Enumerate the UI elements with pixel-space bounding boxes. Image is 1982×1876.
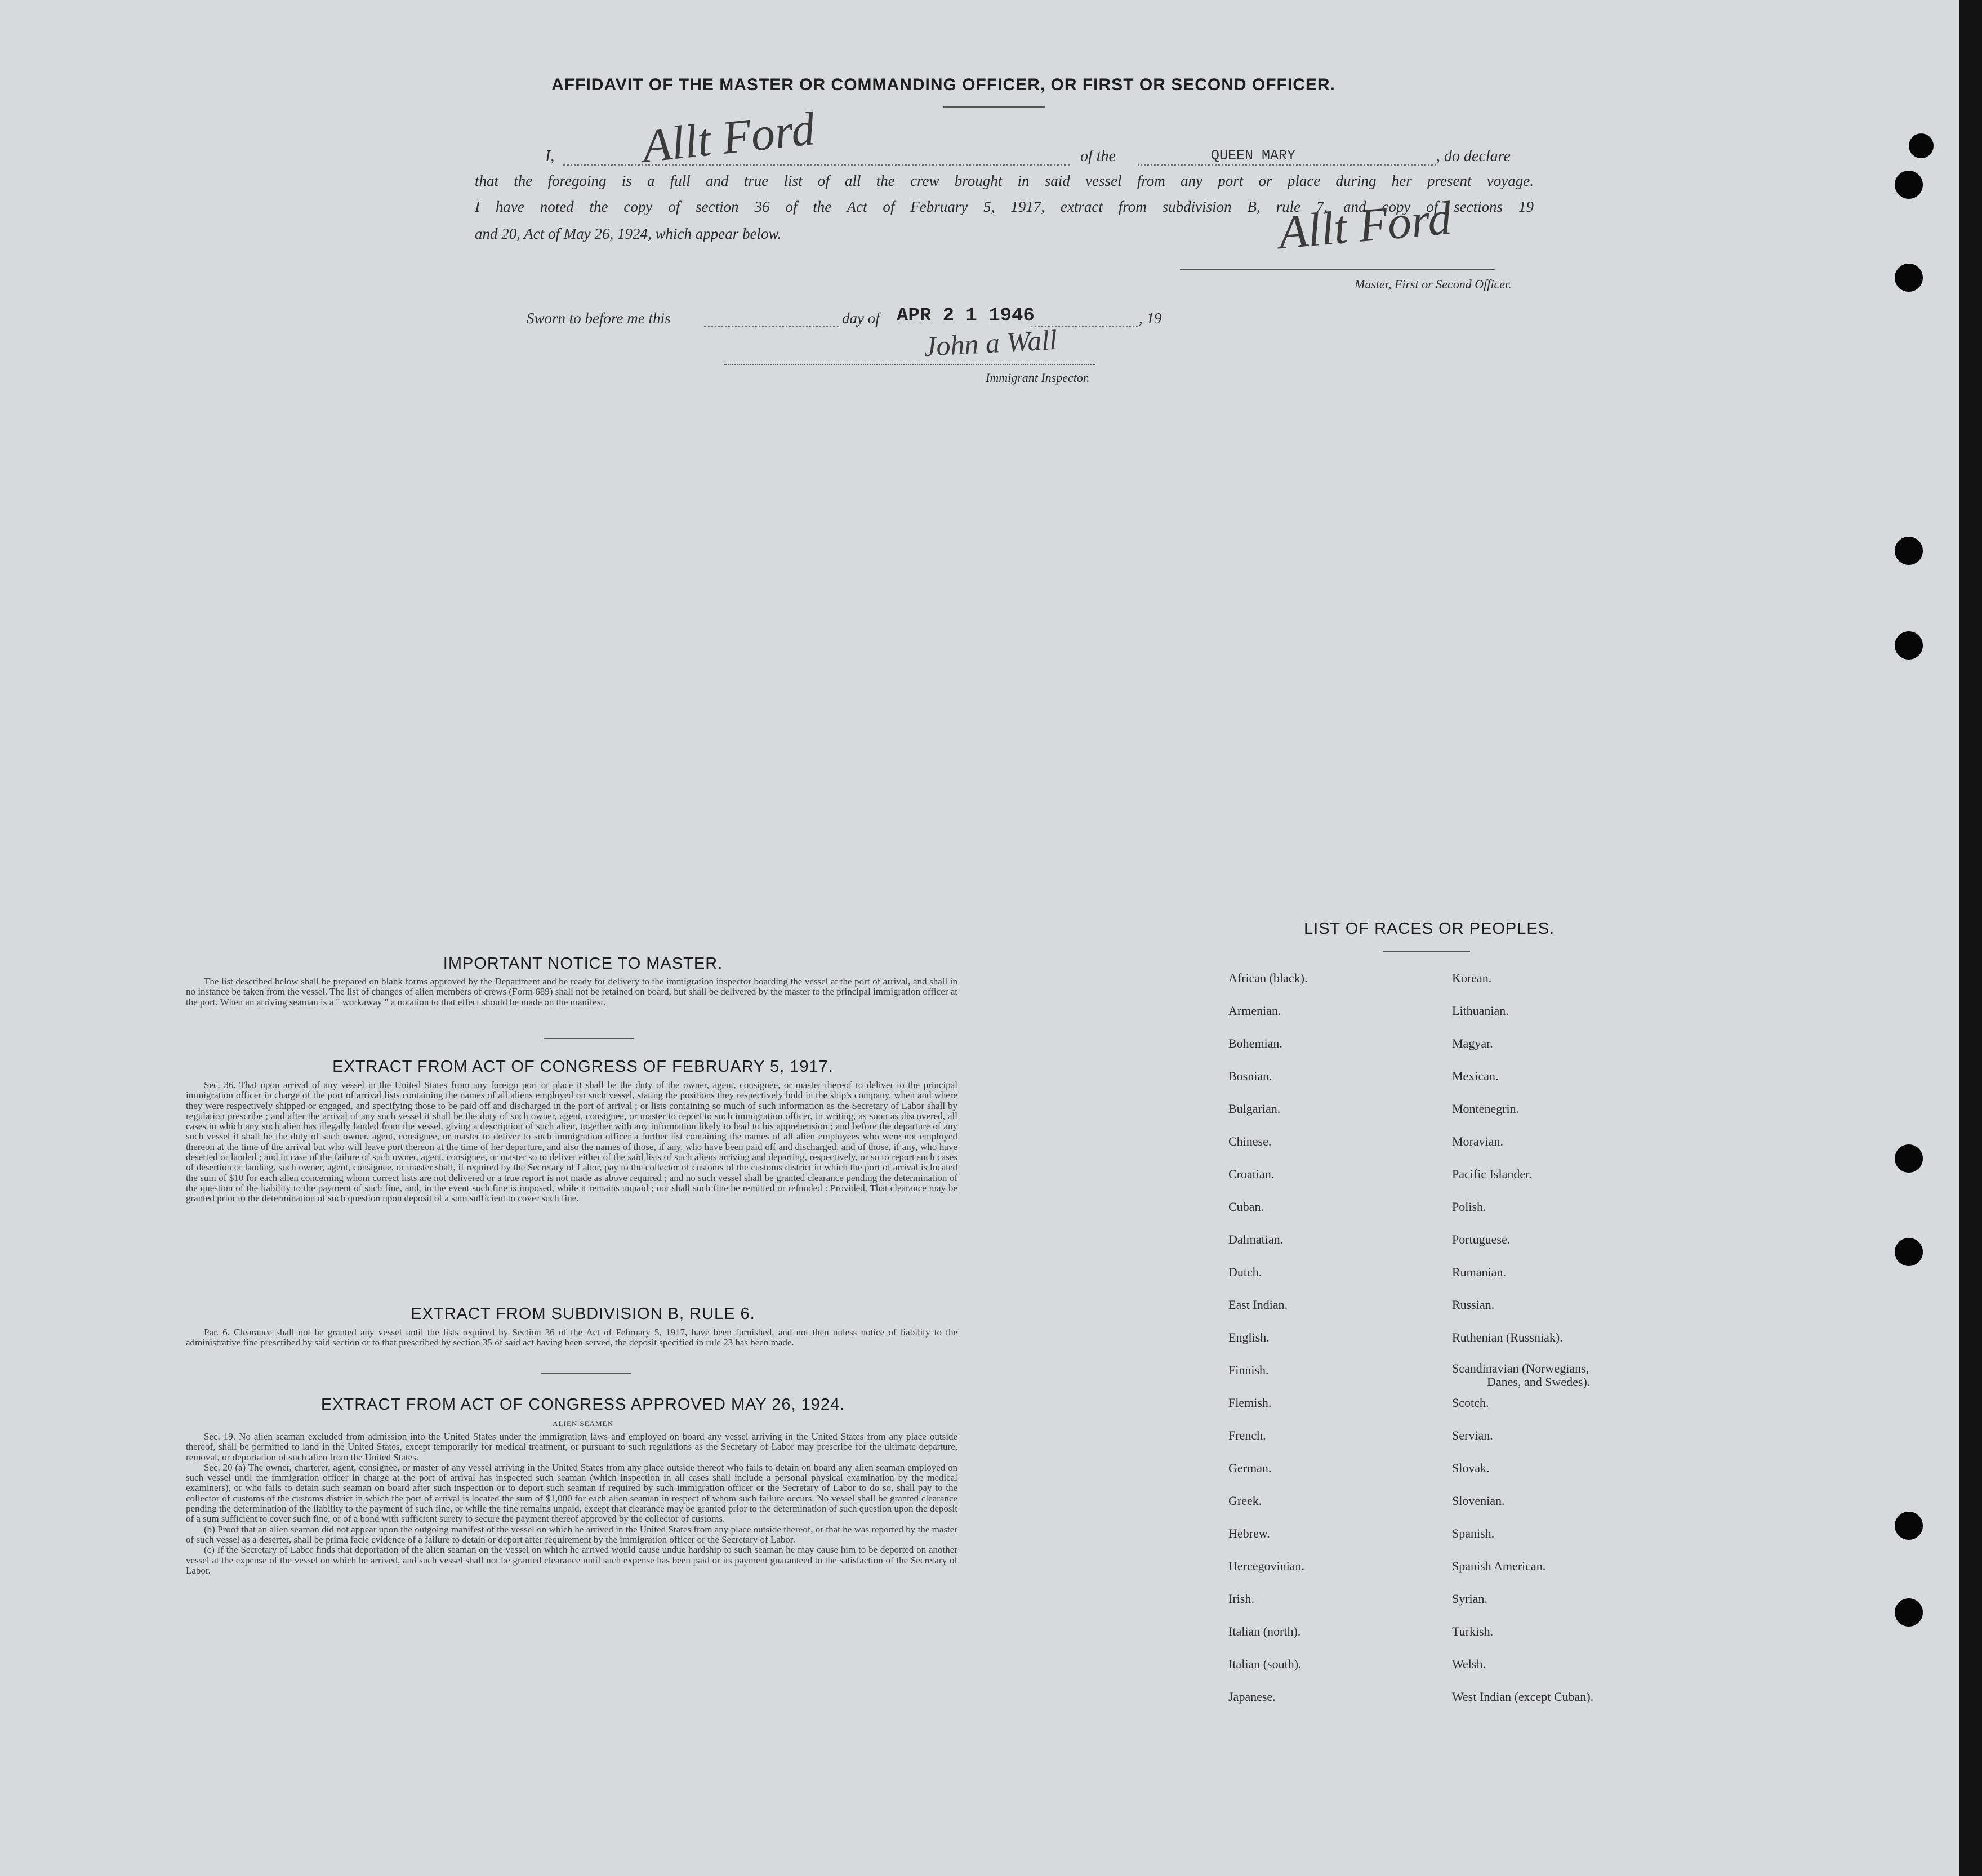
race-item: Scotch. <box>1452 1396 1489 1410</box>
divider <box>544 1038 634 1039</box>
name-fill-line <box>563 164 1070 166</box>
rule6-paragraph: Par. 6. Clearance shall not be granted any vessel until the lists required by Section 36 of the Act of February 5, 1917, have been furnished, and not then unless notice of liability to the administrative fine prescribed by said section or to that prescribed by section 35 of said act having been served, the deposit specified in rule 23 has been made. <box>186 1327 957 1348</box>
race-item: Hercegovinian. <box>1228 1559 1304 1573</box>
race-item: Spanish. <box>1452 1526 1495 1540</box>
race-item: Pacific Islander. <box>1452 1167 1532 1181</box>
race-item: Welsh. <box>1452 1657 1486 1671</box>
date-stamp: APR 2 1 1946 <box>897 305 1035 327</box>
race-item: Syrian. <box>1452 1592 1487 1606</box>
extract-1924-title: EXTRACT FROM ACT OF CONGRESS APPROVED MAY 26, 1924. <box>320 1396 845 1414</box>
divider <box>1383 951 1470 952</box>
affidavit-line1-i: I, <box>545 148 555 165</box>
punch-hole <box>1895 1598 1923 1627</box>
notice-title: IMPORTANT NOTICE TO MASTER. <box>443 955 723 973</box>
affidavit-do-declare: , do declare <box>1436 148 1511 165</box>
race-item: Bulgarian. <box>1228 1102 1281 1116</box>
race-item: Chinese. <box>1228 1134 1272 1148</box>
punch-hole <box>1895 171 1923 199</box>
inspector-caption: Immigrant Inspector. <box>986 371 1090 385</box>
race-item: Bohemian. <box>1228 1036 1282 1050</box>
punch-hole <box>1895 1144 1923 1173</box>
race-item: Lithuanian. <box>1452 1004 1509 1018</box>
affidavit-line2: that the foregoing is a full and true list of all the crew brought in said vessel from any port or place during her present voyage. <box>475 172 1534 189</box>
extract-1924-sec20b: (b) Proof that an alien seaman did not appear upon the outgoing manifest of the vessel on which he arrived in the United States from any place outside thereof, or that he was reported by the master of such vessel as a deserter, shall be prima facie evidence of a failure to detain or deport after requirement by the immigration officer or the Secretary of Labor. <box>186 1523 957 1545</box>
extract-1917-text <box>186 1080 957 1204</box>
race-item-continuation: Danes, and Swedes). <box>1487 1375 1591 1389</box>
race-item: Armenian. <box>1228 1004 1281 1018</box>
notice-text <box>186 977 957 1008</box>
race-item: Dutch. <box>1228 1265 1262 1279</box>
inspector-signature: John a Wall <box>923 323 1058 363</box>
race-item: Magyar. <box>1452 1036 1493 1050</box>
race-item: Croatian. <box>1228 1167 1275 1181</box>
day-of: day of <box>842 310 880 327</box>
race-item: Scandinavian (Norwegians, <box>1452 1361 1589 1375</box>
race-item: Bosnian. <box>1228 1069 1272 1083</box>
master-signature-line <box>1180 269 1495 270</box>
punch-hole <box>1895 1512 1923 1540</box>
race-item: Korean. <box>1452 971 1492 985</box>
race-item: Finnish. <box>1228 1363 1269 1377</box>
vessel-name: QUEEN MARY <box>1211 148 1296 164</box>
punch-hole <box>1895 631 1923 660</box>
sworn-prefix: Sworn to before me this <box>527 310 671 327</box>
extract-1917-title: EXTRACT FROM ACT OF CONGRESS OF FEBRUARY 5, 1917. <box>332 1058 834 1076</box>
race-item: Polish. <box>1452 1200 1486 1214</box>
extract-1924-sec19: Sec. 19. No alien seaman excluded from admission into the United States under the immigration laws and employed on board any vessel arriving in the United States from any place outside thereof, shall be permitted to land in the United States, except temporarily for medical treatment, or pursuant to such regulations as the Secretary of Labor may prescribe for the ultimate departure, removal, or deportation of such alien from the United States. <box>186 1431 957 1463</box>
divider <box>943 106 1045 108</box>
extract-1924-subtitle: ALIEN SEAMEN <box>553 1419 613 1428</box>
race-item: German. <box>1228 1461 1272 1475</box>
affidavit-line4: and 20, Act of May 26, 1924, which appear below. <box>475 225 782 242</box>
sworn-day-line <box>704 326 839 327</box>
race-item: Russian. <box>1452 1298 1495 1312</box>
race-item: African (black). <box>1228 971 1308 985</box>
punch-hole <box>1895 537 1923 565</box>
punch-hole <box>1895 264 1923 292</box>
race-item: Italian (south). <box>1228 1657 1302 1671</box>
race-item: Servian. <box>1452 1428 1493 1442</box>
race-item: Cuban. <box>1228 1200 1264 1214</box>
race-item: Japanese. <box>1228 1690 1276 1704</box>
race-item: English. <box>1228 1330 1270 1344</box>
race-item: Mexican. <box>1452 1069 1499 1083</box>
notice-paragraph: The list described below shall be prepared on blank forms approved by the Department and be ready for delivery to the immigration inspector boarding the vessel at the port of arrival, and shall in no instance be taken from the vessel. The list of changes of alien members of crews (Form 689) shall not be retained on board, but shall be delivered by the master to the principal immigration officer at the port. When an arriving seaman is a " workaway " a notation to that effect should be made on the manifest. <box>186 976 957 1008</box>
race-item: Italian (north). <box>1228 1624 1301 1638</box>
rule6-title: EXTRACT FROM SUBDIVISION B, RULE 6. <box>411 1305 755 1323</box>
race-item: Ruthenian (Russniak). <box>1452 1330 1563 1344</box>
extract-1917-paragraph: Sec. 36. That upon arrival of any vessel in the United States from any foreign port or place it shall be the duty of the owner, agent, consignee, or master thereof to deliver to the principal immigration officer in charge of the port of arrival lists containing the names of all aliens employed on such vessel, stating the positions they respectively hold in the ship's company, when and where they were respectively shipped or engaged, and specifying those to be paid off and discharged in the port of arrival ; or lists containing so much of such information as the Secretary of Labor shall by regulation prescribe ; and after the arrival of any such vessel it shall be the duty of such owner, agent, consignee, or master to report to such immigration officer, in writing, as soon as discovered, all cases in which any such alien has illegally landed from the vessel, giving a description of such alien, together with any information likely to lead to his apprehension ; and before the departure of any such vessel it shall be the duty of such owner, agent, consignee, or master to deliver to such immigration officer a further list containing the names of all alien employees who were not employed thereon at the time of the arrival but who will leave port thereon at the time of her departure, and also the names of those, if any, who have been paid off and discharged, and of those, if any, who have deserted or landed ; and in case of the failure of such owner, agent, consignee, or master so to deliver either of the said lists of such aliens arriving and departing, respectively, or so to report such cases of desertion or landing, such owner, agent, consignee, or master shall, if required by the Secretary of Labor, pay to the collector of customs of the customs district in which the port of arrival is located the sum of $10 for each alien concerning whom correct lists are not delivered or a true report is not made as above required ; and no such vessel shall be granted clearance pending the determination of the question of the liability to the payment of such fine, and, in the event such fine is imposed, while it remains unpaid ; nor shall such fine be remitted or refunded : Provided, That clearance may be granted prior to the determination of such question upon deposit of a sum sufficient to cover such fine. <box>186 1080 957 1204</box>
race-item: Slovenian. <box>1452 1494 1505 1508</box>
inspector-signature-line <box>724 364 1095 365</box>
vessel-fill-line <box>1138 164 1436 166</box>
race-item: French. <box>1228 1428 1266 1442</box>
divider <box>541 1373 631 1374</box>
race-item: Rumanian. <box>1452 1265 1506 1279</box>
affidavit-title: AFFIDAVIT OF THE MASTER OR COMMANDING OFFICER, OR FIRST OR SECOND OFFICER. <box>551 75 1335 94</box>
race-item: Irish. <box>1228 1592 1254 1606</box>
race-item: Slovak. <box>1452 1461 1490 1475</box>
year-suffix: , 19 <box>1139 310 1162 327</box>
officer-signature: Allt Ford <box>639 103 818 173</box>
race-item: Dalmatian. <box>1228 1232 1284 1246</box>
punch-hole <box>1895 1238 1923 1266</box>
race-item: East Indian. <box>1228 1298 1288 1312</box>
punch-hole <box>1909 133 1934 158</box>
extract-1924-text <box>186 1432 957 1576</box>
extract-1924-sec20c: (c) If the Secretary of Labor finds that deportation of the alien seaman on the vessel on which he arrived would cause undue hardship to such seaman he may cause him to be deported on another vessel at the expense of the vessel on which he arrived, and such vessel shall not be granted clearance until such expense has been paid or its payment guaranteed to the satisfaction of the Secretary of Labor. <box>186 1544 957 1576</box>
rule6-text <box>186 1327 957 1348</box>
race-item: Spanish American. <box>1452 1559 1546 1573</box>
extract-1924-sec20a: Sec. 20 (a) The owner, charterer, agent, consignee, or master of any vessel arriving in the United States from any place outside thereof who fails to detain on board any alien seaman employed on such vessel until the immigration officer in charge at the port of arrival has inspected such seaman (which inspection in all cases shall include a personal physical examination by the medical examiners), or who fails to detain such seaman on board after such inspection or to deport such seaman if required by such immigration officer or the Secretary of Labor to do so, shall pay to the collector of customs of the customs district in which the port of arrival is located the sum of $1,000 for each alien seaman in respect of whom such failure occurs. No vessel shall be granted clearance pending the determination of the liability to the payment of such fine, or while the fine remains unpaid, except that clearance may be granted prior to the determination of such question upon the deposit of a sum sufficient to cover such fine, or of a bond with sufficient surety to secure the payment thereof approved by the collector of customs. <box>186 1461 957 1525</box>
race-item: Turkish. <box>1452 1624 1494 1638</box>
race-item: Flemish. <box>1228 1396 1272 1410</box>
race-item: Montenegrin. <box>1452 1102 1520 1116</box>
affidavit-line3: I have noted the copy of section 36 of the Act of February 5, 1917, extract from subdivision B, rule 7, and copy of sections 19 <box>475 198 1534 215</box>
race-item: Portuguese. <box>1452 1232 1511 1246</box>
races-title: LIST OF RACES OR PEOPLES. <box>1304 920 1555 938</box>
master-caption: Master, First or Second Officer. <box>1355 277 1512 291</box>
race-item: Moravian. <box>1452 1134 1504 1148</box>
master-signature: Allt Ford <box>1276 191 1454 260</box>
race-item: West Indian (except Cuban). <box>1452 1690 1594 1704</box>
affidavit-of-the: of the <box>1080 148 1116 165</box>
race-item: Greek. <box>1228 1494 1262 1508</box>
race-item: Hebrew. <box>1228 1526 1270 1540</box>
